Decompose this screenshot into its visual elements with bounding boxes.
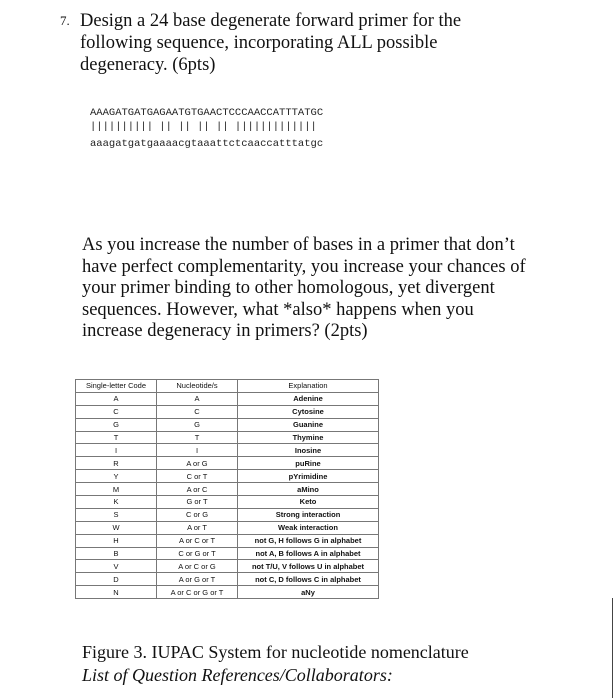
table-row bbox=[76, 521, 379, 534]
question-8 bbox=[82, 235, 582, 343]
nucleotide-cell: C bbox=[157, 405, 238, 418]
nucleotide-cell: A bbox=[157, 392, 238, 405]
question-7-line: degeneracy. (6pts) bbox=[80, 55, 216, 75]
question-7-line: following sequence, incorporating ALL possible bbox=[80, 33, 438, 53]
table-row bbox=[76, 560, 379, 573]
nucleotide-cell: G bbox=[157, 418, 238, 431]
nucleotide-cell: A or C or T bbox=[157, 534, 238, 547]
explanation-cell: Guanine bbox=[238, 418, 379, 431]
code-cell: S bbox=[76, 508, 157, 521]
explanation-cell: Strong interaction bbox=[238, 508, 379, 521]
nucleotide-cell: C or G bbox=[157, 508, 238, 521]
explanation-cell: Thymine bbox=[238, 431, 379, 444]
question-8-line: have perfect complementarity, you increase your chances of bbox=[82, 256, 526, 277]
nucleotide-cell: T bbox=[157, 431, 238, 444]
column-header: Single-letter Code bbox=[76, 380, 157, 393]
nucleotide-cell: A or T bbox=[157, 521, 238, 534]
nucleotide-cell: A or G or T bbox=[157, 573, 238, 586]
nucleotide-cell: A or G bbox=[157, 457, 238, 470]
explanation-cell: puRine bbox=[238, 457, 379, 470]
alignment-bars: |||||||||| || || || || ||||||||||||| bbox=[90, 121, 317, 133]
explanation-cell: Inosine bbox=[238, 444, 379, 457]
code-cell: G bbox=[76, 418, 157, 431]
explanation-cell: not A, B follows A in alphabet bbox=[238, 547, 379, 560]
explanation-cell: Weak interaction bbox=[238, 521, 379, 534]
nucleotide-cell: C or T bbox=[157, 470, 238, 483]
explanation-cell: aMino bbox=[238, 483, 379, 496]
explanation-cell: not C, D follows C in alphabet bbox=[238, 573, 379, 586]
code-cell: I bbox=[76, 444, 157, 457]
table-row bbox=[76, 392, 379, 405]
explanation-cell: not T/U, V follows U in alphabet bbox=[238, 560, 379, 573]
code-cell: K bbox=[76, 496, 157, 509]
explanation-cell: not G, H follows G in alphabet bbox=[238, 534, 379, 547]
code-cell: T bbox=[76, 431, 157, 444]
code-cell: V bbox=[76, 560, 157, 573]
column-header: Nucleotide/s bbox=[157, 380, 238, 393]
question-7-line: Design a 24 base degenerate forward primer for the bbox=[80, 11, 462, 31]
table-row bbox=[76, 547, 379, 560]
table-row bbox=[76, 483, 379, 496]
table-row bbox=[76, 496, 379, 509]
code-cell: R bbox=[76, 457, 157, 470]
question-7 bbox=[60, 10, 566, 76]
code-cell: B bbox=[76, 547, 157, 560]
iupac-table bbox=[75, 379, 379, 599]
nucleotide-cell: C or G or T bbox=[157, 547, 238, 560]
table-body bbox=[76, 392, 379, 598]
code-cell: W bbox=[76, 521, 157, 534]
template-sequence: AAAGATGATGAGAATGTGAACTCCCAACCATTTATGC bbox=[90, 107, 324, 119]
question-8-line: sequences. However, what *also* happens when you bbox=[82, 299, 474, 320]
nucleotide-cell: A or C bbox=[157, 483, 238, 496]
table-row bbox=[76, 457, 379, 470]
explanation-cell: pYrimidine bbox=[238, 470, 379, 483]
question-8-line: As you increase the number of bases in a primer that don’t bbox=[82, 235, 515, 255]
nucleotide-cell: A or C or G bbox=[157, 560, 238, 573]
question-8-line: increase degeneracy in primers? (2pts) bbox=[82, 321, 368, 341]
table-row bbox=[76, 431, 379, 444]
explanation-cell: aNy bbox=[238, 586, 379, 599]
code-cell: A bbox=[76, 392, 157, 405]
table-row bbox=[76, 586, 379, 599]
table-row bbox=[76, 534, 379, 547]
code-cell: H bbox=[76, 534, 157, 547]
figure-caption: Figure 3. IUPAC System for nucleotide nomenclature bbox=[82, 642, 469, 662]
code-cell: N bbox=[76, 586, 157, 599]
nucleotide-cell: I bbox=[157, 444, 238, 457]
table-row bbox=[76, 418, 379, 431]
explanation-cell: Keto bbox=[238, 496, 379, 509]
table-row bbox=[76, 508, 379, 521]
nucleotide-cell: G or T bbox=[157, 496, 238, 509]
question-8-line: your primer binding to other homologous, yet divergent bbox=[82, 278, 495, 298]
code-cell: M bbox=[76, 483, 157, 496]
references-heading: List of Question References/Collaborators: bbox=[82, 665, 393, 685]
explanation-cell: Adenine bbox=[238, 392, 379, 405]
explanation-cell: Cytosine bbox=[238, 405, 379, 418]
nucleotide-cell: A or C or G or T bbox=[157, 586, 238, 599]
code-cell: Y bbox=[76, 470, 157, 483]
page-edge-line bbox=[612, 598, 613, 698]
table-row bbox=[76, 573, 379, 586]
question-number: 7. bbox=[60, 13, 70, 28]
query-sequence: aaagatgatgaaaacgtaaattctcaaccatttatgc bbox=[90, 138, 324, 150]
code-cell: D bbox=[76, 573, 157, 586]
column-header: Explanation bbox=[238, 380, 379, 393]
table-row bbox=[76, 405, 379, 418]
code-cell: C bbox=[76, 405, 157, 418]
table-row bbox=[76, 444, 379, 457]
table-header-row bbox=[76, 380, 379, 393]
table-row bbox=[76, 470, 379, 483]
